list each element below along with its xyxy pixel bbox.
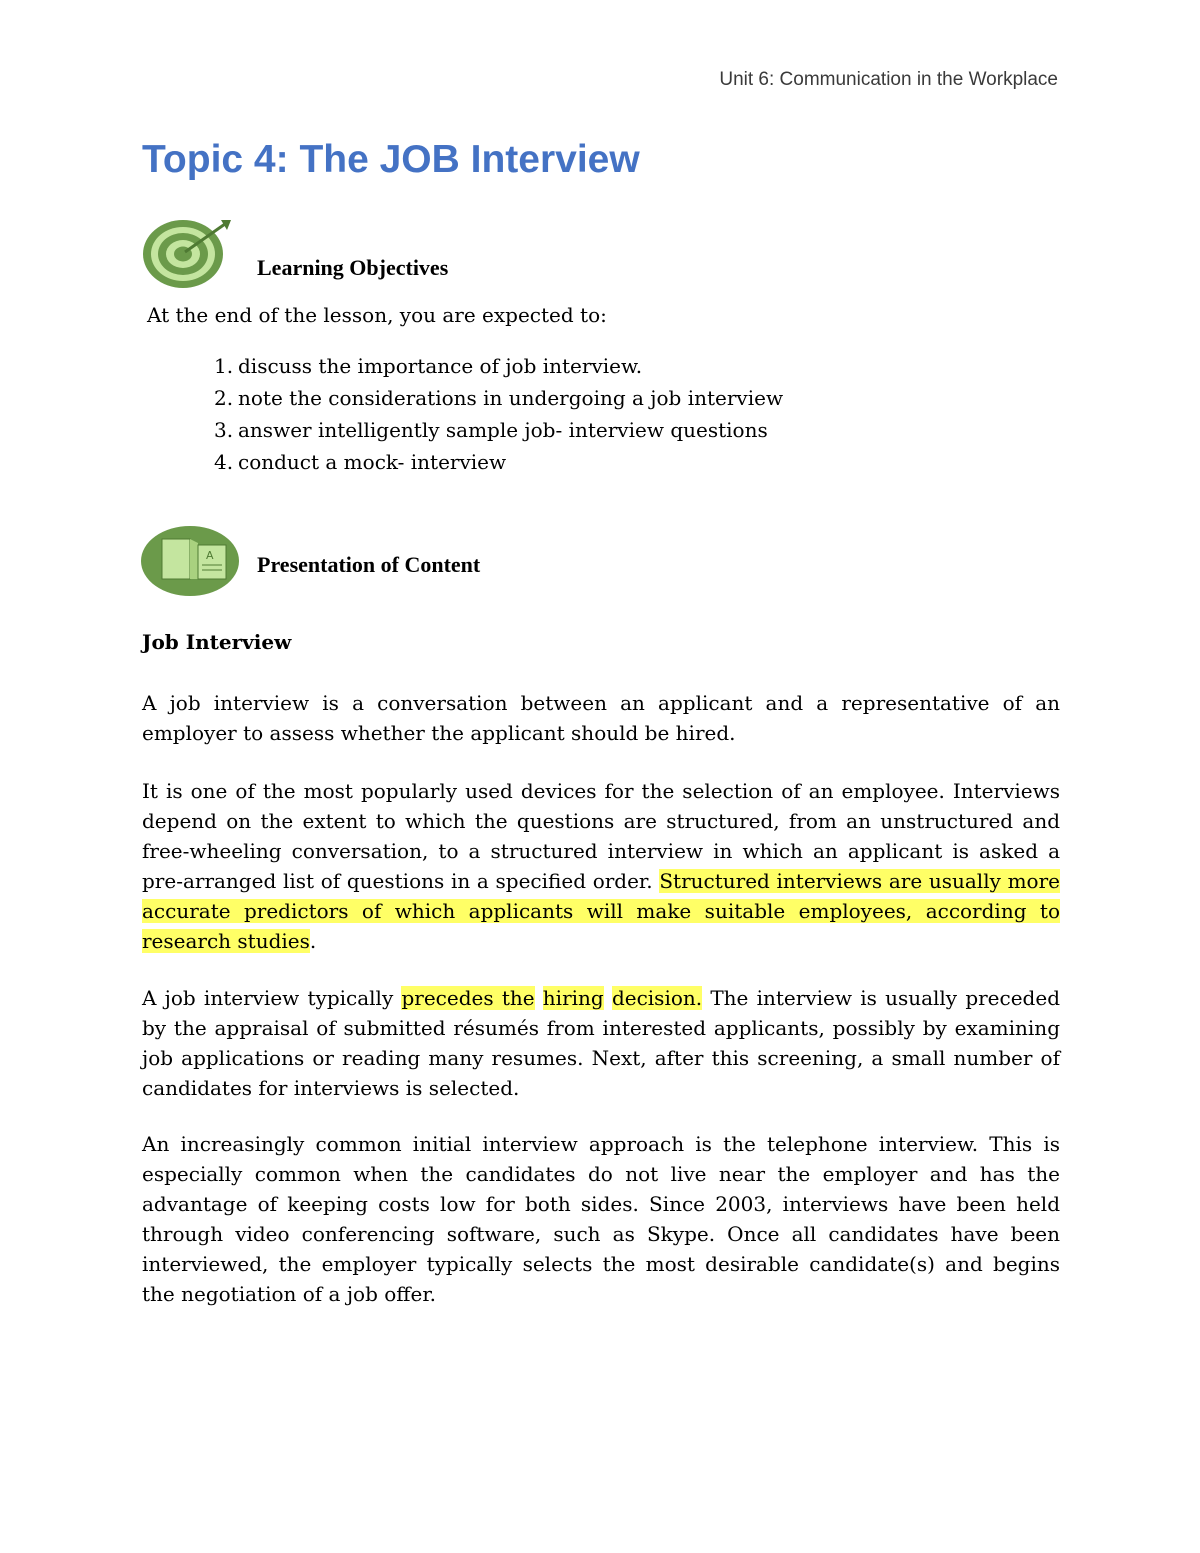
highlighted-text: decision.: [611, 986, 703, 1010]
learning-objectives-heading: Learning Objectives: [257, 255, 449, 280]
paragraph-selection: It is one of the most popularly used devices for the selection of an employee. Interviews depend on the extent to which the questions are structured, from an unstructured and free-wheeling conversation, to a structured interview in which an applicant is asked a pre-arranged list of questions in a specified order. Structured interviews are usually more accurate predictors of which applicants will make suitable employees, according to research studies.: [142, 779, 1060, 953]
objectives-intro: At the end of the lesson, you are expected to:: [147, 303, 607, 327]
highlighted-text: Structured interviews are usually more accurate predictors of which applicants will make suitable employees, according to research studies: [142, 869, 1060, 953]
section-subheading: Job Interview: [142, 630, 292, 654]
target-icon: [141, 218, 233, 290]
paragraph-definition: A job interview is a conversation between an applicant and a representative of an employer to assess whether the applicant should be hired.: [142, 691, 1060, 745]
paragraph-telephone: An increasingly common initial interview approach is the telephone interview. This is especially common when the candidates do not live near the employer and has the advantage of keeping costs low for both sides. Since 2003, interviews have been held through video conferencing software, such as Skype. Once all candidates have been interviewed, the employer typically selects the most desirable candidate(s) and begins the negotiation of a job offer.: [142, 1132, 1060, 1306]
list-item: 2. note the considerations in undergoing a job interview: [214, 386, 784, 410]
page-title: Topic 4: The JOB Interview: [142, 138, 640, 181]
objectives-list: [214, 350, 783, 478]
svg-text:A: A: [206, 549, 214, 562]
page-header: Unit 6: Communication in the Workplace: [719, 69, 1058, 90]
book-icon: [140, 525, 240, 597]
highlighted-text: precedes the: [401, 986, 535, 1010]
presentation-heading: Presentation of Content: [257, 552, 481, 577]
highlighted-text: hiring: [542, 986, 604, 1010]
list-item: 3. answer intelligently sample job- interview questions: [214, 418, 768, 442]
list-item: 1. discuss the importance of job interview.: [214, 354, 643, 378]
paragraph-hiring: A job interview typically precedes the hiring decision. The interview is usually preceded by the appraisal of submitted résumés from interested applicants, possibly by examining job applications or reading many resumes. Next, after this screening, a small number of candidates for interviews is selected.: [142, 986, 1060, 1100]
list-item: 4. conduct a mock- interview: [214, 450, 507, 474]
